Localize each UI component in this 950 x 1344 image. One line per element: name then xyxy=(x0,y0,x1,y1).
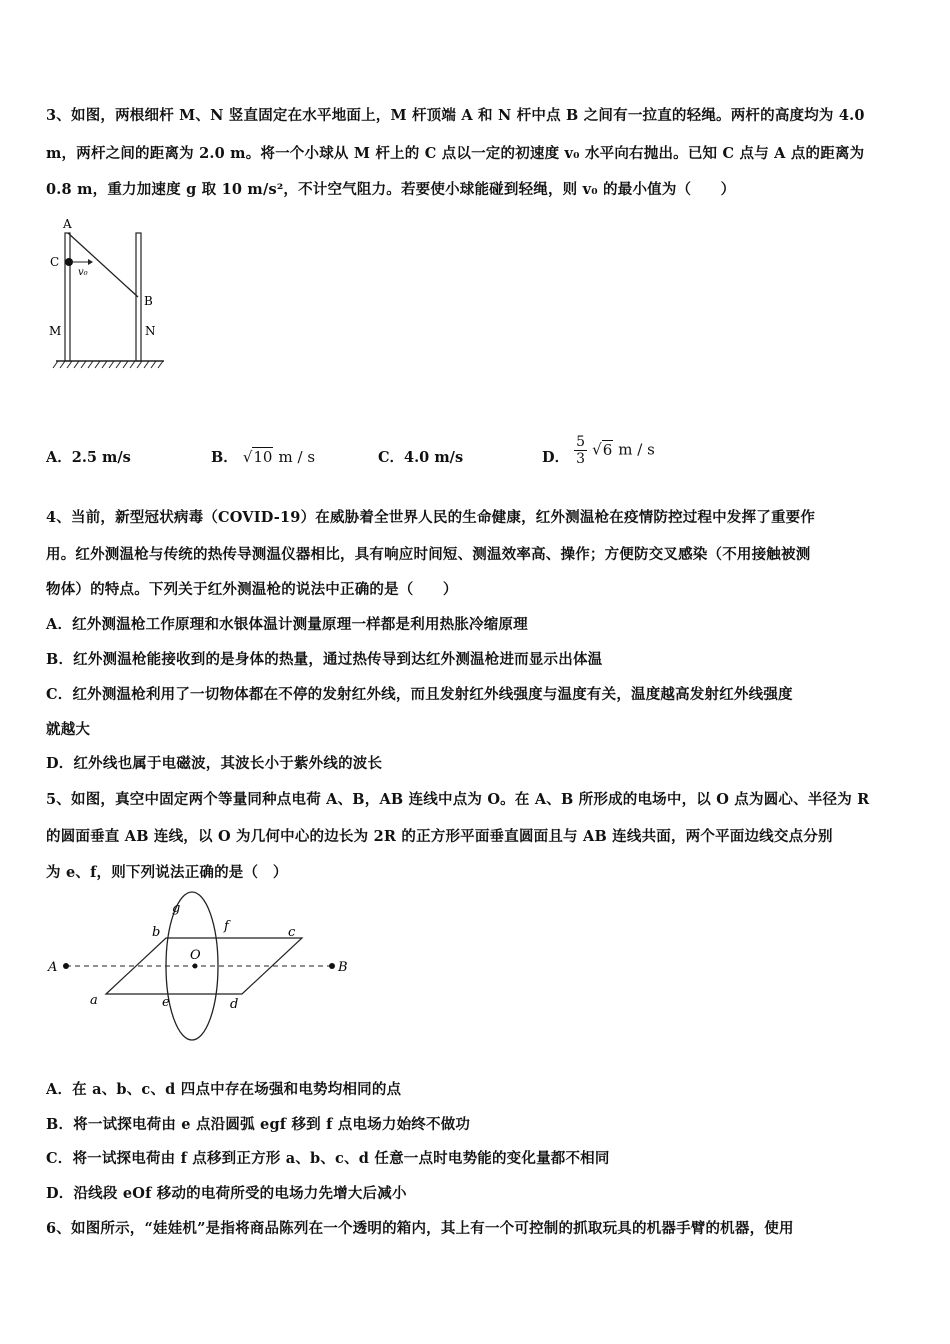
label-d: d xyxy=(230,997,239,1012)
q4-stem-line-3: 物体）的特点。下列关于红外测温枪的说法中正确的是（ ） xyxy=(46,581,458,598)
q4-option-c-line-1: C．红外测温枪利用了一切物体都在不停的发射红外线，而且发射红外线强度与温度有关，温度越高发射红外线强度 xyxy=(46,686,793,703)
q5-stem-line-2: 的圆面垂直 AB 连线，以 O 为几何中心的边长为 2R 的正方形平面垂直圆面且与 AB 连线共面，两个平面边线交点分别 xyxy=(46,828,833,845)
label-e: e xyxy=(162,995,170,1010)
q3-option-c: C．4.0 m/s xyxy=(378,449,464,466)
q4-option-a: A．红外测温枪工作原理和水银体温计测量原理一样都是利用热胀冷缩原理 xyxy=(46,616,528,633)
label-f: f xyxy=(224,919,229,934)
q5-stem-line-3: 为 e、f，则下列说法正确的是（ ） xyxy=(46,864,288,881)
rod-m xyxy=(65,233,70,361)
ball xyxy=(65,258,73,266)
q4-option-b: B．红外测温枪能接收到的是身体的热量，通过热传导到达红外测温枪进而显示出体温 xyxy=(46,651,603,668)
q3-option-d-prefix: D． xyxy=(542,449,570,466)
q5-option-b: B．将一试探电荷由 e 点沿圆弧 egf 移到 f 点电场力始终不做功 xyxy=(46,1116,471,1133)
q3-figure xyxy=(44,215,174,375)
label-c: c xyxy=(288,925,296,940)
q3-option-b-prefix: B． xyxy=(211,449,238,466)
label-n: N xyxy=(145,324,156,338)
q6-stem-line-1: 6、如图所示，“娃娃机”是指将商品陈列在一个透明的箱内，其上有一个可控制的抓取玩具的机器手臂的机器，使用 xyxy=(46,1220,794,1237)
q5-option-d: D．沿线段 eOf 移动的电荷所受的电场力先增大后减小 xyxy=(46,1185,407,1202)
q5-option-c: C．将一试探电荷由 f 点移到正方形 a、b、c、d 任意一点时电势能的变化量都不相同 xyxy=(46,1150,610,1167)
q3-option-d-unit: m / s xyxy=(618,440,655,459)
point-o xyxy=(193,964,198,969)
velocity-arrowhead xyxy=(88,259,93,265)
q3-option-b-unit: m / s xyxy=(278,448,316,466)
charge-a xyxy=(63,963,69,969)
q3-stem-line-3: 0.8 m，重力加速度 g 取 10 m/s²，不计空气阻力。若要使小球能碰到轻绳，则 v₀ 的最小值为（ ） xyxy=(46,181,736,198)
label-b: b xyxy=(152,925,161,940)
label-a: a xyxy=(90,993,98,1008)
q5-figure xyxy=(44,890,354,1050)
rope xyxy=(68,233,138,297)
label-c: C xyxy=(50,255,60,269)
label-a: A xyxy=(63,217,72,231)
label-g: g xyxy=(172,901,181,916)
q5-option-a: A．在 a、b、c、d 四点中存在场强和电势均相同的点 xyxy=(46,1081,402,1098)
q3-option-d xyxy=(542,420,655,467)
fraction-5-3: $\frac{5}{3}$ xyxy=(576,434,586,467)
ground-hatch xyxy=(53,361,163,368)
q3-option-b xyxy=(211,446,315,467)
q4-stem-line-1: 4、当前，新型冠状病毒（COVID-19）在威胁着全世界人民的生命健康，红外测温枪在疫情防控过程中发挥了重要作 xyxy=(46,509,816,526)
q3-stem-line-2: m，两杆之间的距离为 2.0 m。将一个小球从 M 杆上的 C 点以一定的初速度 v₀ 水平向右抛出。已知 C 点与 A 点的距离为 xyxy=(46,145,865,162)
label-v0: v₀ xyxy=(78,267,88,278)
q3-stem-line-1: 3、如图，两根细杆 M、N 竖直固定在水平地面上，M 杆顶端 A 和 N 杆中点 B 之间有一拉直的轻绳。两杆的高度均为 4.0 xyxy=(46,107,865,124)
q4-option-d: D．红外线也属于电磁波，其波长小于紫外线的波长 xyxy=(46,755,383,772)
label-O: O xyxy=(190,948,201,963)
q4-option-c-line-2: 就越大 xyxy=(46,721,91,738)
label-m: M xyxy=(49,324,62,338)
charge-b xyxy=(329,963,335,969)
q5-stem-line-1: 5、如图，真空中固定两个等量同种点电荷 A、B，AB 连线中点为 O。在 A、B 所形成的电场中，以 O 点为圆心、半径为 R xyxy=(46,791,870,808)
label-b: B xyxy=(144,294,153,308)
rod-n xyxy=(136,233,141,361)
sqrt-10: √10 xyxy=(242,448,273,466)
label-B: B xyxy=(338,960,348,975)
label-A: A xyxy=(48,960,58,975)
q4-stem-line-2: 用。红外测温枪与传统的热传导测温仪器相比，具有响应时间短、测温效率高、操作；方便防交叉感染（不用接触被测 xyxy=(46,546,811,563)
q3-option-a: A．2.5 m/s xyxy=(46,449,131,466)
sqrt-6: √6 xyxy=(592,440,613,459)
